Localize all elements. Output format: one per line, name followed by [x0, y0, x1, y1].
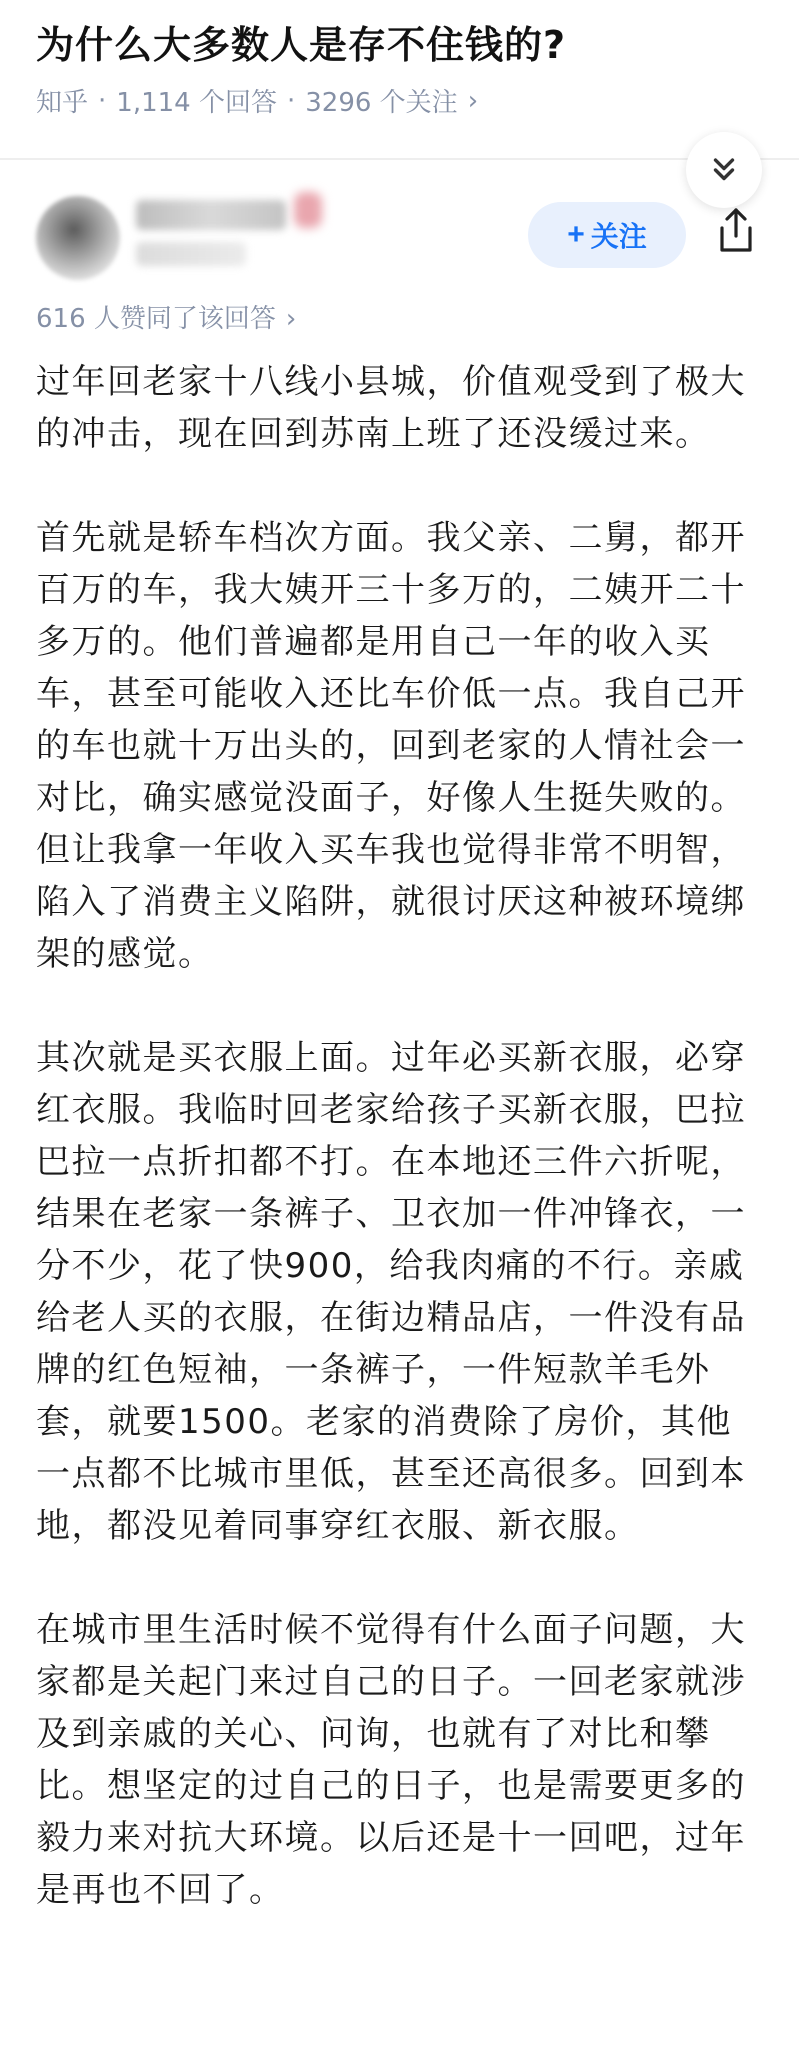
author-bio-redacted	[136, 242, 246, 266]
answer-paragraph: 过年回老家十八线小县城，价值观受到了极大的冲击，现在回到苏南上班了还没缓过来。	[36, 362, 746, 454]
meta-separator: ·	[286, 85, 296, 116]
header-divider	[0, 158, 799, 160]
plus-icon: +	[567, 218, 585, 251]
answer-paragraph: 其次就是买衣服上面。过年必买新衣服，必穿红衣服。我临时回老家给孩子买新衣服，巴拉巴拉一点折扣都不打。在本地还三件六折呢，结果在老家一条裤子、卫衣加一件冲锋衣，一分不少，花了快900，给我肉痛的不行。亲戚给老人买的衣服，在街边精品店，一件没有品牌的红色短袖，一条裤子，一件短款羊毛外套，就要1500。老家的消费除了房价，其他一点都不比城市里低，甚至还高很多。回到本地，都没见着同事穿红衣服、新衣服。	[36, 1038, 746, 1546]
follow-label: 关注	[590, 221, 647, 252]
follower-count: 3296 个关注	[305, 88, 458, 118]
question-meta[interactable]	[36, 82, 478, 119]
answer-count: 1,114 个回答	[116, 88, 277, 118]
question-title[interactable]: 为什么大多数人是存不住钱的?	[36, 23, 567, 67]
meta-separator: ·	[98, 85, 107, 116]
question-header	[0, 0, 799, 160]
share-icon[interactable]	[714, 206, 758, 254]
answer-paragraph: 首先就是轿车档次方面。我父亲、二舅，都开百万的车，我大姨开三十多万的，二姨开二十多万的。他们普遍都是用自己一年的收入买车，甚至可能收入还比车价低一点。我自己开的车也就十万出头的，回到老家的人情社会一对比，确实感觉没面子，好像人生挺失败的。但让我拿一年收入买车我也觉得非常不明智，陷入了消费主义陷阱，就很讨厌这种被环境绑架的感觉。	[36, 518, 746, 974]
chevron-right-icon: ›	[467, 85, 479, 116]
voteup-summary[interactable]	[36, 298, 296, 335]
answer-paragraph: 在城市里生活时候不觉得有什么面子问题，大家都是关起门来过自己的日子。一回老家就涉及到亲戚的关心、问询，也就有了对比和攀比。想坚定的过自己的日子，也是需要更多的毅力来对抗大环境。以后还是十一回吧，过年是再也不回了。	[36, 1610, 746, 1910]
author-row	[0, 180, 799, 290]
author-badge-redacted	[294, 192, 322, 228]
answer-content	[36, 356, 766, 1968]
source-label: 知乎	[36, 88, 89, 118]
voteup-text: 616 人赞同了该回答	[36, 304, 276, 334]
avatar[interactable]	[36, 196, 120, 280]
chevron-right-icon: ›	[285, 304, 297, 334]
author-name-redacted[interactable]	[136, 200, 286, 230]
follow-button[interactable]	[528, 202, 686, 268]
